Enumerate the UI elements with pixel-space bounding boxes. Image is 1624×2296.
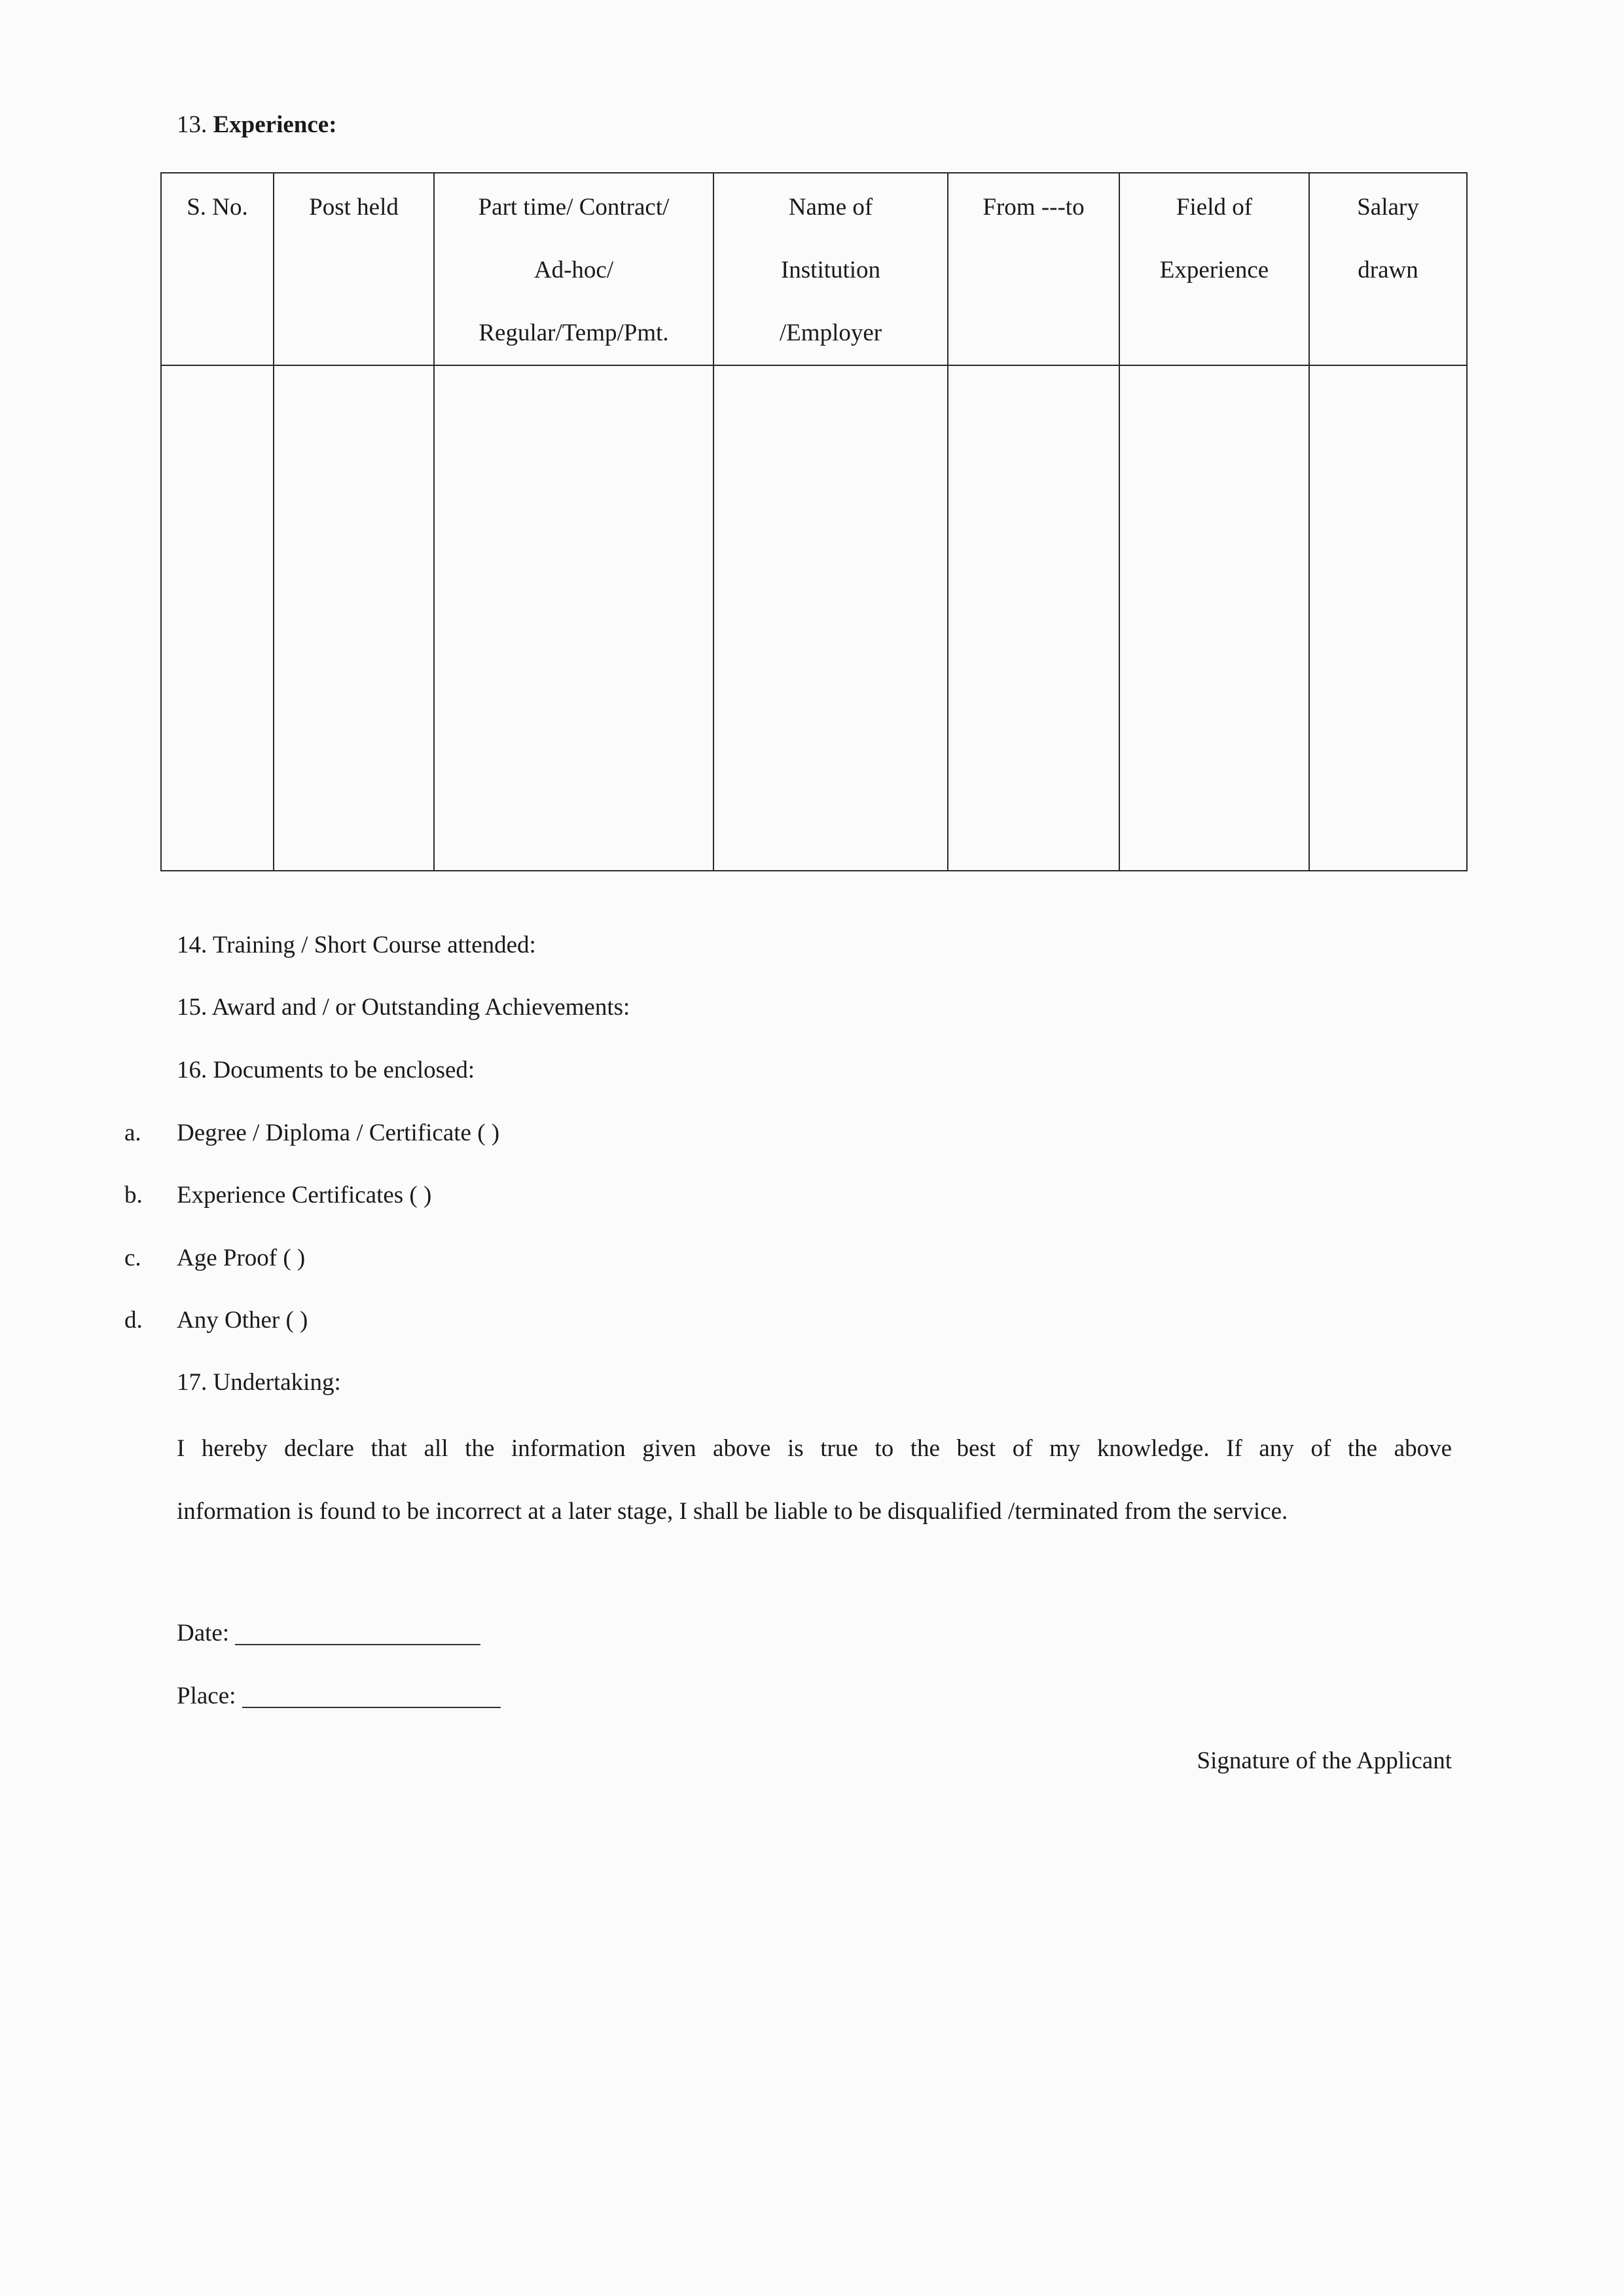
experience-entry-row [161, 365, 1467, 871]
document-c-mark: c. [124, 1245, 141, 1271]
document-a-mark: a. [124, 1120, 141, 1146]
place-row [177, 1684, 501, 1708]
header-institution: Name of Institution /Employer [713, 173, 948, 365]
date-row [177, 1621, 480, 1645]
section-15-awards: 15. Award and / or Outstanding Achievements: [177, 994, 630, 1021]
document-b-label[interactable]: Experience Certificates ( ) [177, 1182, 432, 1209]
header-from-to: From ---to [948, 173, 1119, 365]
document-b-mark: b. [124, 1182, 143, 1209]
document-d-label[interactable]: Any Other ( ) [177, 1307, 308, 1334]
header-salary: Salary drawn [1309, 173, 1467, 365]
section-13-heading [177, 113, 337, 137]
date-field[interactable] [235, 1624, 480, 1645]
section-16-documents: 16. Documents to be enclosed: [177, 1057, 475, 1084]
section-13-number: 13. [177, 111, 208, 138]
undertaking-paragraph [177, 1417, 1452, 1543]
section-13-title: Experience: [213, 111, 337, 138]
experience-table [160, 172, 1468, 871]
place-label: Place: [177, 1683, 236, 1709]
section-14-training: 14. Training / Short Course attended: [177, 932, 536, 958]
cell-from-to[interactable] [948, 365, 1119, 871]
cell-post-held[interactable] [274, 365, 434, 871]
cell-field[interactable] [1119, 365, 1309, 871]
section-17-undertaking: 17. Undertaking: [177, 1369, 341, 1396]
cell-employment-type[interactable] [434, 365, 713, 871]
header-s-no: S. No. [161, 173, 274, 365]
place-field[interactable] [242, 1687, 501, 1708]
document-d-mark: d. [124, 1307, 143, 1334]
undertaking-line-1: I hereby declare that all the information given above is true to the best of my knowledge. If any of the above [177, 1435, 1452, 1462]
document-c-label[interactable]: Age Proof ( ) [177, 1245, 306, 1271]
cell-s-no[interactable] [161, 365, 274, 871]
header-post-held: Post held [274, 173, 434, 365]
header-employment-type: Part time/ Contract/ Ad-hoc/ Regular/Temp/Pmt. [434, 173, 713, 365]
date-label: Date: [177, 1620, 230, 1647]
undertaking-line-2: information is found to be incorrect at a later stage, I shall be liable to be disqualified /terminated from the service. [177, 1498, 1288, 1525]
cell-salary[interactable] [1309, 365, 1467, 871]
signature-label: Signature of the Applicant [1197, 1747, 1452, 1774]
cell-institution[interactable] [713, 365, 948, 871]
document-a-label[interactable]: Degree / Diploma / Certificate ( ) [177, 1120, 500, 1146]
header-field: Field of Experience [1119, 173, 1309, 365]
experience-table-header-row [161, 173, 1467, 365]
